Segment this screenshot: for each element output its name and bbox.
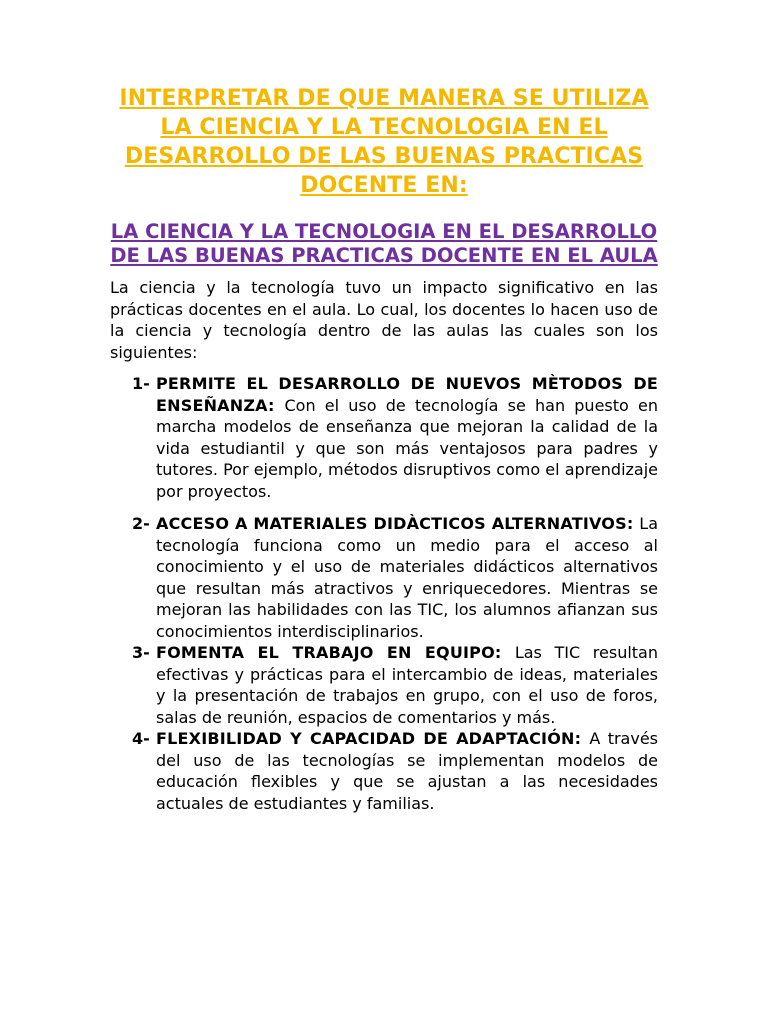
list-item xyxy=(110,728,658,814)
numbered-list xyxy=(110,373,658,814)
list-item-heading: PERMITE EL DESARROLLO DE NUEVOS MÈTODOS DE ENSEÑANZA: xyxy=(156,374,658,415)
list-item-text: Con el uso de tecnología se han puesto en marcha modelos de enseñanza que mejoran la calidad de la vida estudiantil y que son más ventajosos para padres y tutores. Por ejemplo, métodos disruptivos como el aprendizaje por proyectos. xyxy=(156,395,658,501)
list-item-text: La tecnología funciona como un medio para el acceso al conocimiento y el uso de materiales didácticos alternativos que resultan más atractivos y enriquecedores. Mientras se mejoran las habilidades con las TIC, los alumnos afianzan sus conocimientos interdisciplinarios. xyxy=(156,514,658,641)
list-item-heading: FOMENTA EL TRABAJO EN EQUIPO: xyxy=(156,643,515,662)
list-item-text: Las TIC resultan efectivas y prácticas para el intercambio de ideas, materiales y la presentación de trabajos en grupo, con el uso de foros, salas de reunión, espacios de comentarios y más. xyxy=(156,643,659,727)
intro-paragraph: La ciencia y la tecnología tuvo un impacto significativo en las prácticas docentes en el aula. Lo cual, los docentes lo hacen uso de la ciencia y tecnología dentro de las aulas las cuales son los siguientes: xyxy=(110,278,658,362)
list-item-number: 4- xyxy=(132,729,150,748)
document-subtitle: LA CIENCIA Y LA TECNOLOGIA EN EL DESARROLLO DE LAS BUENAS PRACTICAS DOCENTE EN EL AULA xyxy=(110,220,658,267)
list-item-heading: ACCESO A MATERIALES DIDÀCTICOS ALTERNATIVOS: xyxy=(156,514,640,533)
list-item-number: 1- xyxy=(132,374,150,393)
list-item-text: A través del uso de las tecnologías se implementan modelos de educación flexibles y que se ajustan a las necesidades actuales de estudiantes y familias. xyxy=(156,729,658,813)
document-title: INTERPRETAR DE QUE MANERA SE UTILIZA LA CIENCIA Y LA TECNOLOGIA EN EL DESARROLLO DE LAS BUENAS PRACTICAS DOCENTE EN: xyxy=(119,86,649,198)
list-item-number: 3- xyxy=(132,643,150,662)
document-page xyxy=(110,84,658,814)
list-item xyxy=(110,642,658,728)
list-item xyxy=(110,373,658,502)
list-item-heading: FLEXIBILIDAD Y CAPACIDAD DE ADAPTACIÓN: xyxy=(156,729,590,748)
list-item-number: 2- xyxy=(132,514,150,533)
list-item xyxy=(110,513,658,642)
